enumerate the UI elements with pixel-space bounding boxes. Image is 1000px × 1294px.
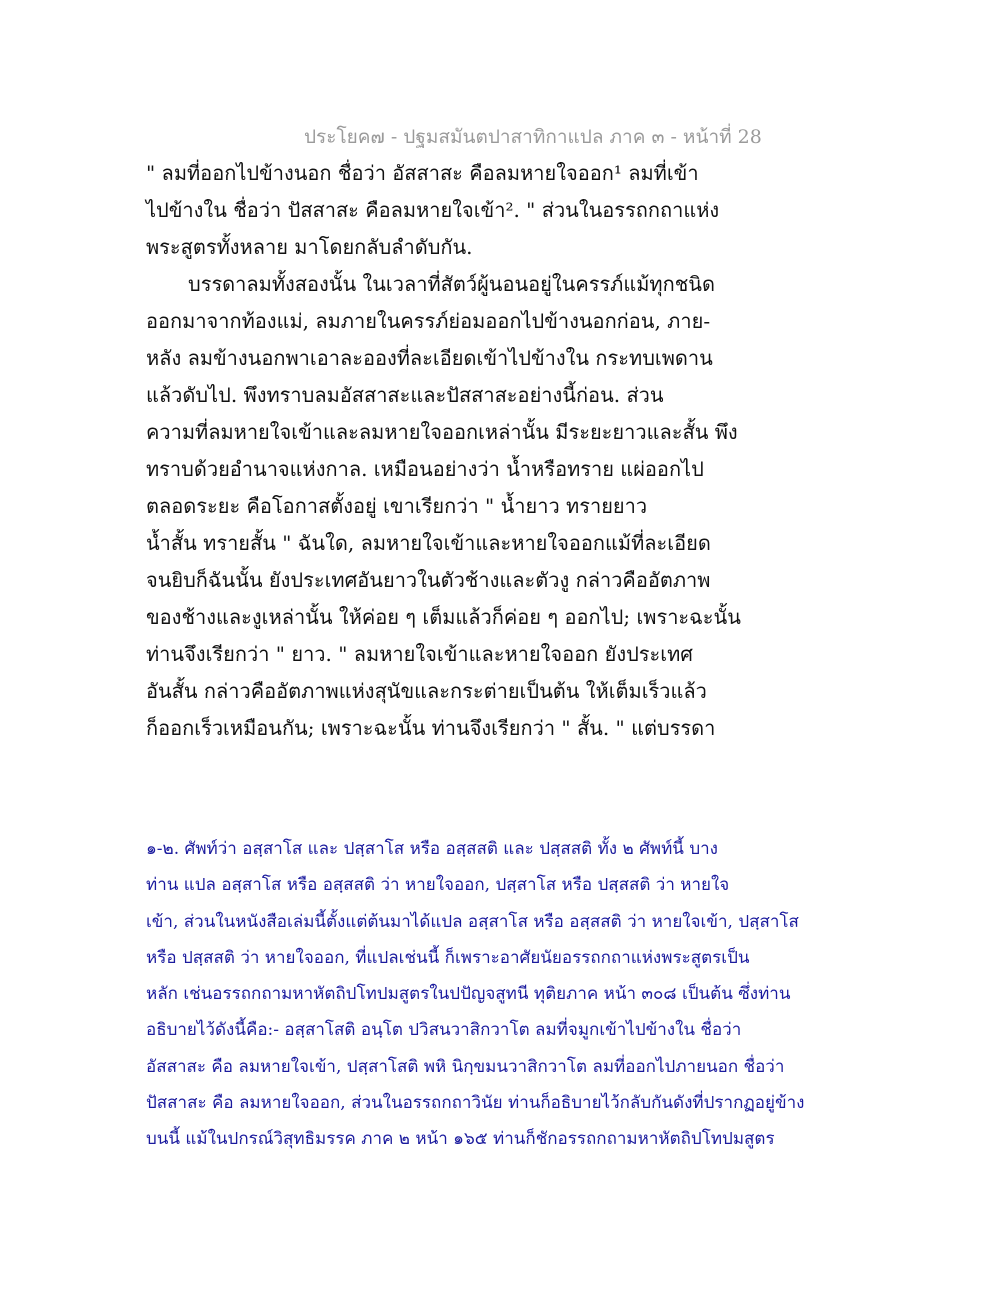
text-line: แล้วดับไป. พึงทราบลมอัสสาสะและปัสสาสะอย่างนี้ก่อน. ส่วน: [146, 383, 664, 407]
footnote-line: ๑-๒. ศัพท์ว่า อสฺสาโส และ ปสฺสาโส หรือ อสฺสสติ และ ปสฺสสติ ทั้ง ๒ ศัพท์นี้ บาง: [146, 839, 718, 859]
text-line: ตลอดระยะ คือโอกาสตั้งอยู่ เขาเรียกว่า " น้ำยาว ทรายยาว: [146, 494, 648, 518]
text-line: น้ำสั้น ทรายสั้น " ฉันใด, ลมหายใจเข้าและหายใจออกแม้ที่ละเอียด: [146, 531, 711, 555]
text-line: อันสั้น กล่าวคืออัตภาพแห่งสุนัขและกระต่ายเป็นต้น ให้เต็มเร็วแล้ว: [146, 679, 707, 703]
text-line: พระสูตรทั้งหลาย มาโดยกลับลำดับกัน.: [146, 235, 473, 259]
text-line: ทราบด้วยอำนาจแห่งกาล. เหมือนอย่างว่า น้ำหรือทราย แผ่ออกไป: [146, 457, 704, 481]
text-line: ออกมาจากท้องแม่, ลมภายในครรภ์ย่อมออกไปข้างนอกก่อน, ภาย-: [146, 309, 711, 333]
footnotes: [146, 831, 826, 1158]
footnote-line: ปัสสาสะ คือ ลมหายใจออก, ส่วนในอรรถกถาวินัย ท่านก็อธิบายไว้กลับกันดังที่ปรากฏอยู่ข้าง: [146, 1093, 805, 1114]
text-line: " ลมที่ออกไปข้างนอก ชื่อว่า อัสสาสะ คือลมหายใจออก¹ ลมที่เข้า: [146, 161, 699, 185]
text-line: ไปข้างใน ชื่อว่า ปัสสาสะ คือลมหายใจเข้า². " ส่วนในอรรถกถาแห่ง: [146, 198, 720, 222]
text-line: บรรดาลมทั้งสองนั้น ในเวลาที่สัตว์ผู้นอนอยู่ในครรภ์แม้ทุกชนิด: [188, 272, 715, 296]
footnote-line: ท่าน แปล อสฺสาโส หรือ อสฺสสติ ว่า หายใจออก, ปสฺสาโส หรือ ปสฺสสติ ว่า หายใจ: [146, 875, 730, 896]
footnote-line: อัสสาสะ คือ ลมหายใจเข้า, ปสฺสาโสติ พหิ นิกฺขมนวาสิกวาโต ลมที่ออกไปภายนอก ชื่อว่า: [146, 1056, 785, 1077]
footnote-line: หลัก เช่นอรรถกถามหาหัตถิปโทปมสูตรในปปัญจสูทนี ทุติยภาค หน้า ๓๐๘ เป็นต้น ซึ่งท่าน: [146, 984, 791, 1005]
footnote-line: หรือ ปสฺสสติ ว่า หายใจออก, ที่แปลเช่นนี้ ก็เพราะอาศัยนัยอรรถกถาแห่งพระสูตรเป็น: [146, 947, 750, 968]
footnote-line: อธิบายไว้ดังนี้คือ:- อสฺสาโสติ อนฺโต ปวิสนวาสิกวาโต ลมที่จมูกเข้าไปข้างใน ชื่อว่า: [146, 1020, 742, 1041]
footnote-line: บนนี้ แม้ในปกรณ์วิสุทธิมรรค ภาค ๒ หน้า ๑๖๕ ท่านก็ชักอรรถกถามหาหัตถิปโทปมสูตร: [146, 1129, 775, 1150]
main-text: [146, 155, 741, 747]
text-line: จนยิบก็ฉันนั้น ยังประเทศอันยาวในตัวช้างและตัวงู กล่าวคืออัตภาพ: [146, 568, 711, 592]
text-line: หลัง ลมข้างนอกพาเอาละอองที่ละเอียดเข้าไปข้างใน กระทบเพดาน: [146, 346, 713, 370]
footnote-line: เข้า, ส่วนในหนังสือเล่มนี้ตั้งแต่ต้นมาได้แปล อสฺสาโส หรือ อสฺสสติ ว่า หายใจเข้า, ปสฺสาโส: [146, 911, 799, 932]
text-line: ความที่ลมหายใจเข้าและลมหายใจออกเหล่านั้น มีระยะยาวและสั้น พึง: [146, 420, 738, 444]
text-line: ท่านจึงเรียกว่า " ยาว. " ลมหายใจเข้าและหายใจออก ยังประเทศ: [146, 642, 693, 666]
text-line: ก็ออกเร็วเหมือนกัน; เพราะฉะนั้น ท่านจึงเรียกว่า " สั้น. " แต่บรรดา: [146, 716, 716, 740]
text-line: ของช้างและงูเหล่านั้น ให้ค่อย ๆ เต็มแล้วก็ค่อย ๆ ออกไป; เพราะฉะนั้น: [146, 605, 741, 629]
page-header: ประโยค๗ - ปฐมสมันตปาสาทิกาแปล ภาค ๓ - หน้าที่ 28: [304, 126, 762, 148]
